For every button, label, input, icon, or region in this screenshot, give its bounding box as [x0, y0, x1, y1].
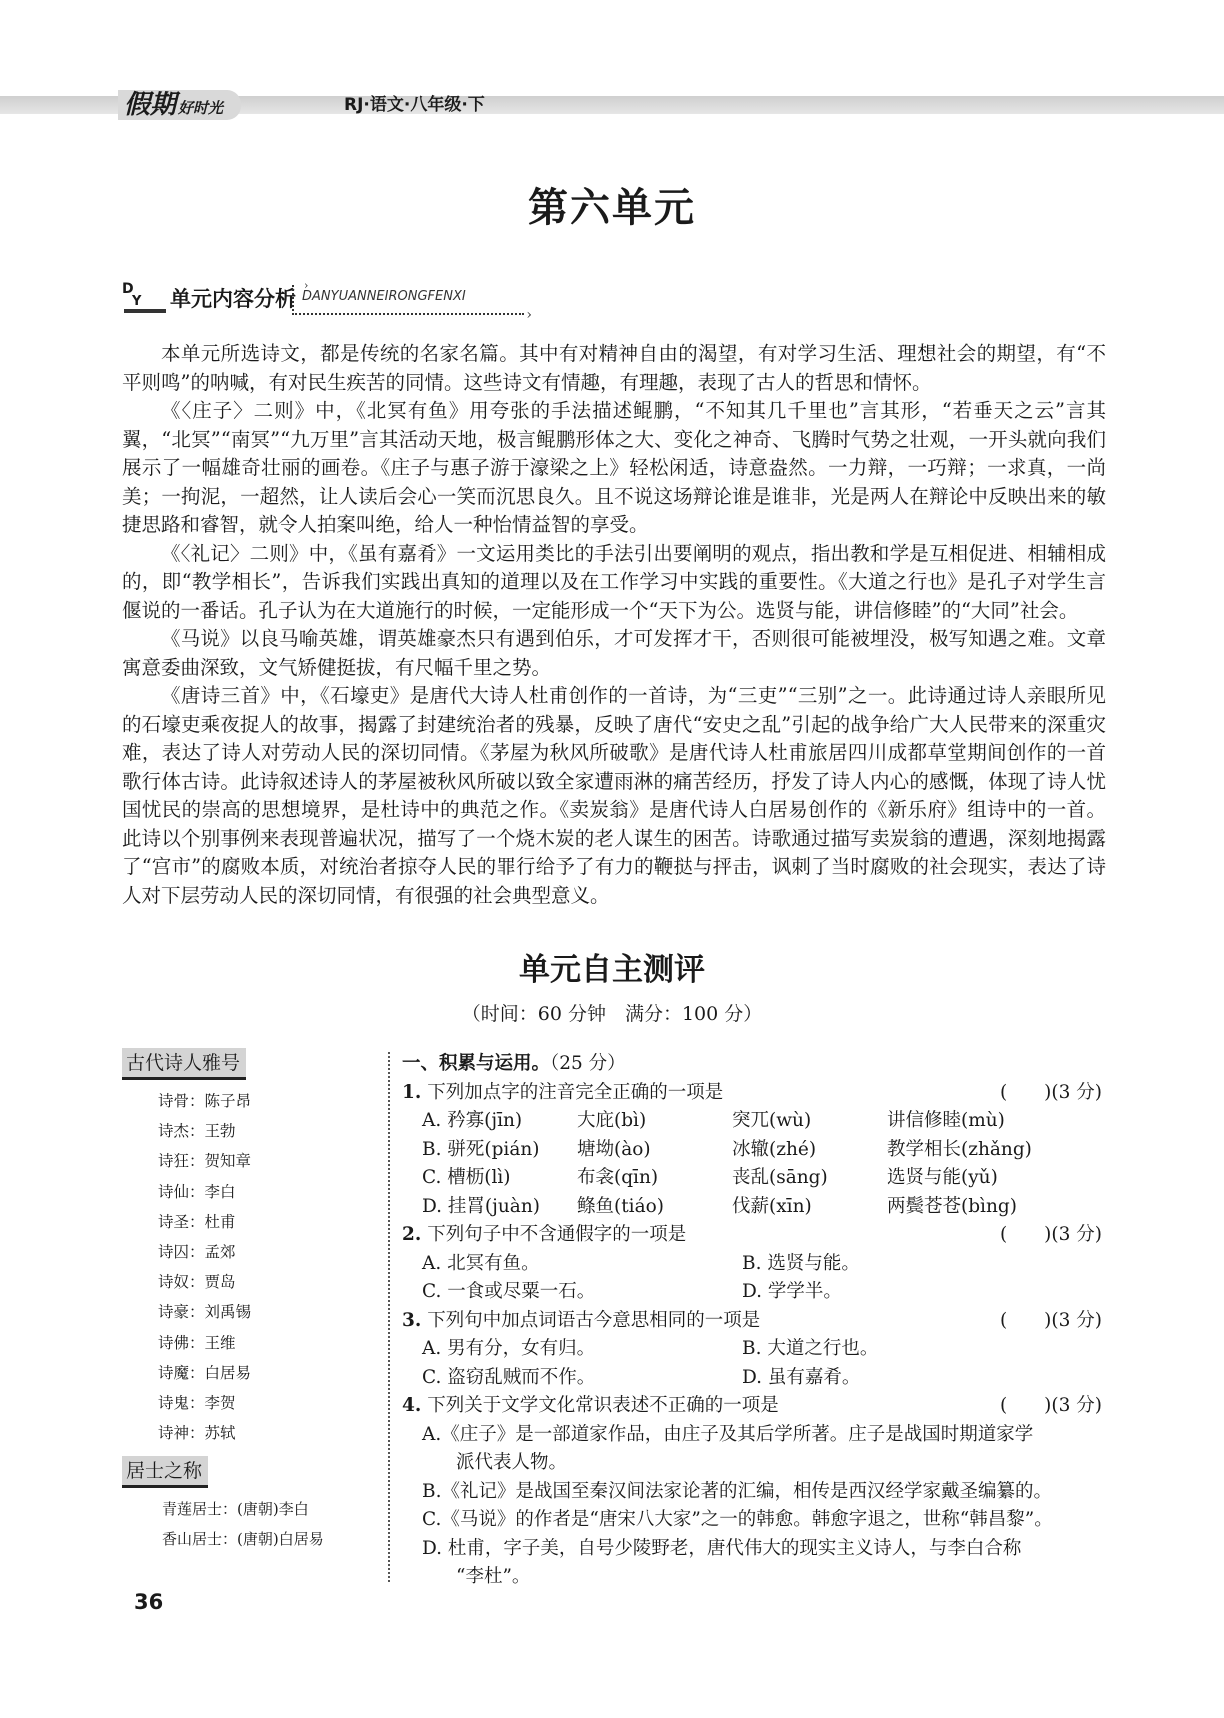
section-label: 单元内容分析 — [170, 287, 296, 311]
column-divider — [388, 1052, 390, 1582]
option-b: B.《礼记》是战国至秦汉间法家论著的汇编，相传是西汉经学家戴圣编纂的。 — [422, 1480, 1052, 1502]
list-item: 诗狂：贺知章 — [158, 1152, 252, 1171]
unit-analysis — [122, 340, 1106, 910]
analysis-paragraph: 《〈庄子〉二则》中，《北冥有鱼》用夸张的手法描述鲲鹏，“不知其几千里也”言其形，“若垂天之云”言其翼，“北冥”“南冥”“九万里”言其活动天地，极言鲲鹏形体之大、变化之神奇、飞腾时气势之壮观，一开头就向我们展示了一幅雄奇壮丽的画卷。《庄子与惠子游于濠梁之上》轻松闲适，诗意盎然。一力辩，一巧辩；一求真，一尚美；一拘泥，一超然，让人读后会心一笑而沉思良久。且不说这场辩论谁是谁非，光是两人在辩论中反映出来的敏捷思路和睿智，就令人拍案叫绝，给人一种怡情益智的享受。 — [122, 399, 1106, 536]
analysis-paragraph: 《马说》以良马喻英雄，谓英雄豪杰只有遇到伯乐，才可发挥才干，否则很可能被埋没，极写知遇之难。文章寓意委曲深致，文气矫健挺拔，有尺幅千里之势。 — [122, 627, 1106, 679]
page-header — [0, 90, 1224, 120]
test-title: 单元自主测评 — [519, 952, 705, 988]
option-row: A. 男有分，女有归。 B. 大道之行也。 — [422, 1338, 879, 1359]
question-1: 1. 下列加点字的注音完全正确的一项是 ( )(3 分) — [402, 1079, 1102, 1108]
list-item: 诗豪：刘禹锡 — [158, 1303, 252, 1322]
list-item: 诗杰：王勃 — [158, 1122, 236, 1141]
list-item: 诗奴：贾岛 — [158, 1273, 236, 1292]
tag-underline — [124, 309, 166, 313]
page-number: 36 — [134, 1590, 164, 1614]
option-row: C. 盗窃乱贼而不作。 D. 虽有嘉肴。 — [422, 1366, 861, 1388]
list-item: 诗魔：白居易 — [158, 1363, 252, 1382]
section-pinyin: DANYUANNEIRONGFENXI — [302, 289, 466, 304]
score-label: ( )(3 分) — [999, 1309, 1102, 1331]
brand-logo: 假期 好时光 — [118, 90, 241, 120]
list-item: 青莲居士：(唐朝)李白 — [162, 1500, 309, 1519]
option-d: D. 杜甫，字子美，自号少陵野老，唐代伟大的现实主义诗人，与李白合称 “李杜”。 — [422, 1537, 1022, 1587]
option-c: C.《马说》的作者是“唐宋八大家”之一的韩愈。韩愈字退之，世称“韩昌黎”。 — [422, 1509, 1053, 1530]
option-row: A. 北冥有鱼。 B. 选贤与能。 — [422, 1252, 860, 1274]
list-item: 诗佛：王维 — [158, 1333, 236, 1352]
poet-nickname-list — [158, 1086, 372, 1448]
analysis-paragraph: 《唐诗三首》中，《石壕吏》是唐代大诗人杜甫创作的一首诗，为“三吏”“三别”之一。此诗通过诗人亲眼所见的石壕吏乘夜捉人的故事，揭露了封建统治者的残暴，反映了唐代“安史之乱”引起的战争给广大人民带来的深重灾难，表达了诗人对劳动人民的深切同情。《茅屋为秋风所破歌》是唐代诗人杜甫旅居四川成都草堂期间创作的一首歌行体古诗。此诗叙述诗人的茅屋被秋风所破以致全家遭雨淋的痛苦经历，抒发了诗人内心的感慨，体现了诗人忧国忧民的崇高的思想境界，是杜诗中的典范之作。《卖炭翁》是唐代诗人白居易创作的《新乐府》组诗中的一首。此诗以个别事例来表现普遍状况，描写了一个烧木炭的老人谋生的困苦。诗歌通过描写卖炭翁的遭遇，深刻地揭露了“宫市”的腐败本质，对统治者掠夺人民的罪行给予了有力的鞭挞与抨击，讽刺了当时腐败的社会现实，表达了诗人对下层劳动人民的深切同情，有很强的社会典型意义。 — [122, 684, 1106, 907]
question-3: 3. 下列句中加点词语古今意思相同的一项是 ( )(3 分) — [402, 1307, 1102, 1336]
sidebar-title-poets: 古代诗人雅号 — [122, 1048, 246, 1080]
book-series: RJ·语文·八年级·下 — [344, 95, 485, 115]
list-item: 诗仙：李白 — [158, 1182, 236, 1201]
question-4: 4. 下列关于文学文化常识表述不正确的一项是 ( )(3 分) — [402, 1392, 1102, 1421]
question-area — [402, 1050, 1102, 1592]
analysis-paragraph: 本单元所选诗文，都是传统的名家名篇。其中有对精神自由的渴望，有对学习生活、理想社会的期望，有“不平则鸣”的呐喊，有对民生疾苦的同情。这些诗文有情趣，有理趣，表现了古人的哲思和情怀。 — [122, 342, 1106, 394]
score-label: ( )(3 分) — [999, 1081, 1102, 1103]
question-2: 2. 下列句子中不含通假字的一项是 ( )(3 分) — [402, 1221, 1102, 1250]
option-row: C. 一食或尽粟一石。 D. 学学半。 — [422, 1281, 842, 1302]
score-label: ( )(3 分) — [999, 1224, 1102, 1245]
option-row: C. 槽枥(lì) 布衾(qīn) 丧乱(sāng) 选贤与能(yǔ) — [422, 1167, 998, 1188]
analysis-paragraph: 《〈礼记〉二则》中，《虽有嘉肴》一文运用类比的手法引出要阐明的观点，指出教和学是互相促进、相辅相成的，即“教学相长”，告诉我们实践出真知的道理以及在工作学习中实践的重要性。《大道之行也》是孔子对学生言偃说的一番话。孔子认为在大道施行的时候，一定能形成一个“天下为公。选贤与能，讲信修睦”的“大同”社会。 — [122, 541, 1106, 622]
list-item: 香山居士：(唐朝)白居易 — [162, 1530, 324, 1549]
option-row: A. 矜寡(jīn) 大庇(bì) 突兀(wù) 讲信修睦(mù) — [422, 1110, 1005, 1131]
list-item: 诗神：苏轼 — [158, 1424, 236, 1443]
sidebar — [122, 1048, 372, 1554]
lay-title-list — [162, 1494, 372, 1554]
analysis-section-tag: D Y 单元内容分析 › › DANYUANNEIRONGFENXI — [122, 281, 542, 315]
sidebar-title-lay: 居士之称 — [122, 1456, 208, 1488]
list-item: 诗圣：杜甫 — [158, 1212, 236, 1231]
score-label: ( )(3 分) — [999, 1395, 1102, 1416]
option-row: B. 骈死(pián) 塘坳(ào) 冰辙(zhé) 教学相长(zhǎng) — [422, 1138, 1032, 1160]
section-heading: 一、积累与运用。（25 分） — [402, 1053, 626, 1074]
list-item: 诗囚：孟郊 — [158, 1242, 236, 1261]
time-limit: （时间：60 分钟 满分：100 分） — [461, 1003, 763, 1025]
option-row: D. 挂罥(juàn) 鲦鱼(tiáo) 伐薪(xīn) 两鬓苍苍(bìng) — [422, 1195, 1017, 1217]
list-item: 诗骨：陈子昂 — [158, 1092, 252, 1110]
option-a: A.《庄子》是一部道家作品，由庄子及其后学所著。庄子是战国时期道家学 派代表人物。 — [422, 1423, 1034, 1473]
list-item: 诗鬼：李贺 — [158, 1393, 236, 1412]
unit-title: 第六单元 — [528, 184, 696, 231]
